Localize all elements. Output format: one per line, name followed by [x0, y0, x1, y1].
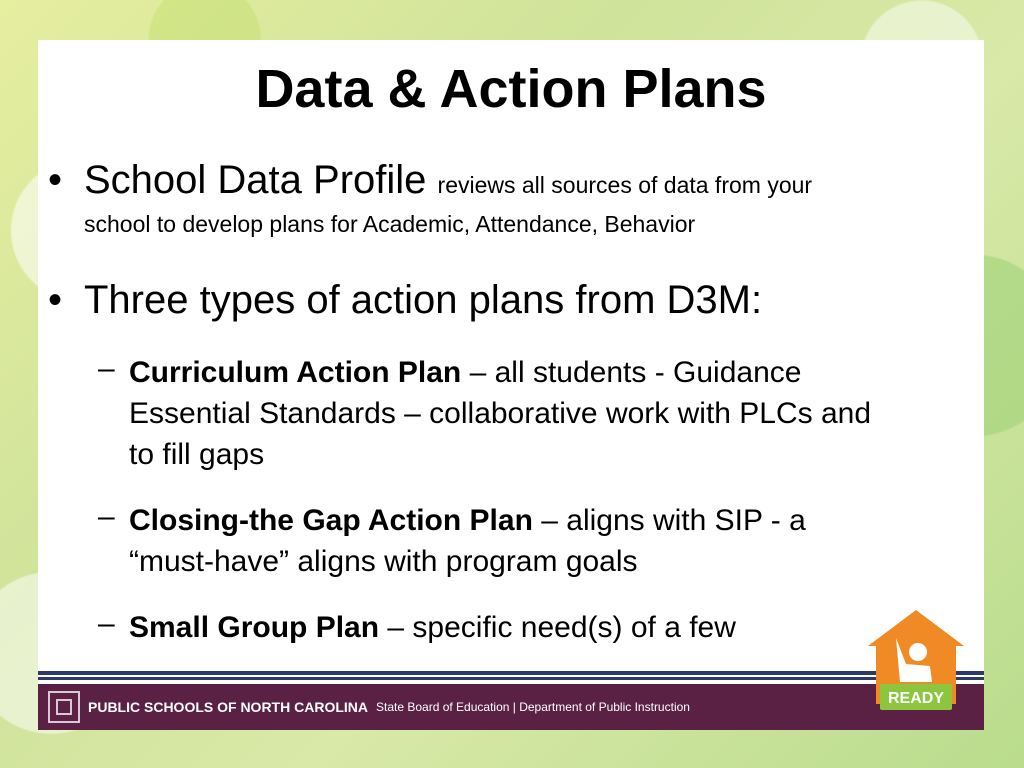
bullet-marker: •	[48, 158, 63, 202]
sub-bullet-bold: Curriculum Action Plan	[129, 356, 462, 389]
bullet-text	[84, 158, 964, 241]
bullet-text: Three types of action plans from D3M:	[84, 278, 763, 322]
footer-dept: State Board of Education | Department of Public Instruction	[376, 700, 690, 714]
sub-bullet-text	[129, 500, 979, 582]
footer-org: PUBLIC SCHOOLS OF NORTH CAROLINA	[88, 699, 368, 715]
sub-bullet-text	[129, 607, 979, 648]
dash-marker: –	[98, 607, 115, 640]
state-seal-icon	[48, 691, 80, 723]
sub-bullet-rest-1: – specific need(s) of a few	[379, 611, 736, 644]
footer-divider	[38, 671, 984, 675]
sub-bullet-rest-3: to fill gaps	[129, 438, 265, 471]
sub-bullet-text	[129, 352, 979, 475]
ready-label: READY	[887, 690, 945, 707]
bullet-marker: •	[48, 278, 63, 322]
slide-title: Data & Action Plans	[255, 59, 767, 119]
bullet-lead: School Data Profile	[84, 158, 427, 202]
sub-bullet-rest-1: – aligns with SIP - a	[532, 504, 806, 537]
sub-bullet-rest-2: “must-have” aligns with program goals	[129, 545, 638, 578]
bullet-detail-2: school to develop plans for Academic, Attendance, Behavior	[84, 211, 696, 237]
ready-logo	[866, 608, 966, 716]
sub-bullet-rest-1: – all students - Guidance	[461, 356, 802, 389]
slide	[38, 40, 984, 730]
sub-bullet-rest-2: Essential Standards – collaborative work with PLCs and	[129, 397, 872, 430]
bullet-detail-1: reviews all sources of data from your	[437, 172, 813, 198]
sub-bullet-bold: Closing-the Gap Action Plan	[129, 504, 533, 537]
dash-marker: –	[98, 352, 115, 385]
footer-bar	[38, 684, 984, 730]
dash-marker: –	[98, 500, 115, 533]
footer-divider	[38, 677, 984, 680]
sub-bullet-bold: Small Group Plan	[129, 611, 380, 644]
ready-figure-head	[909, 643, 927, 661]
